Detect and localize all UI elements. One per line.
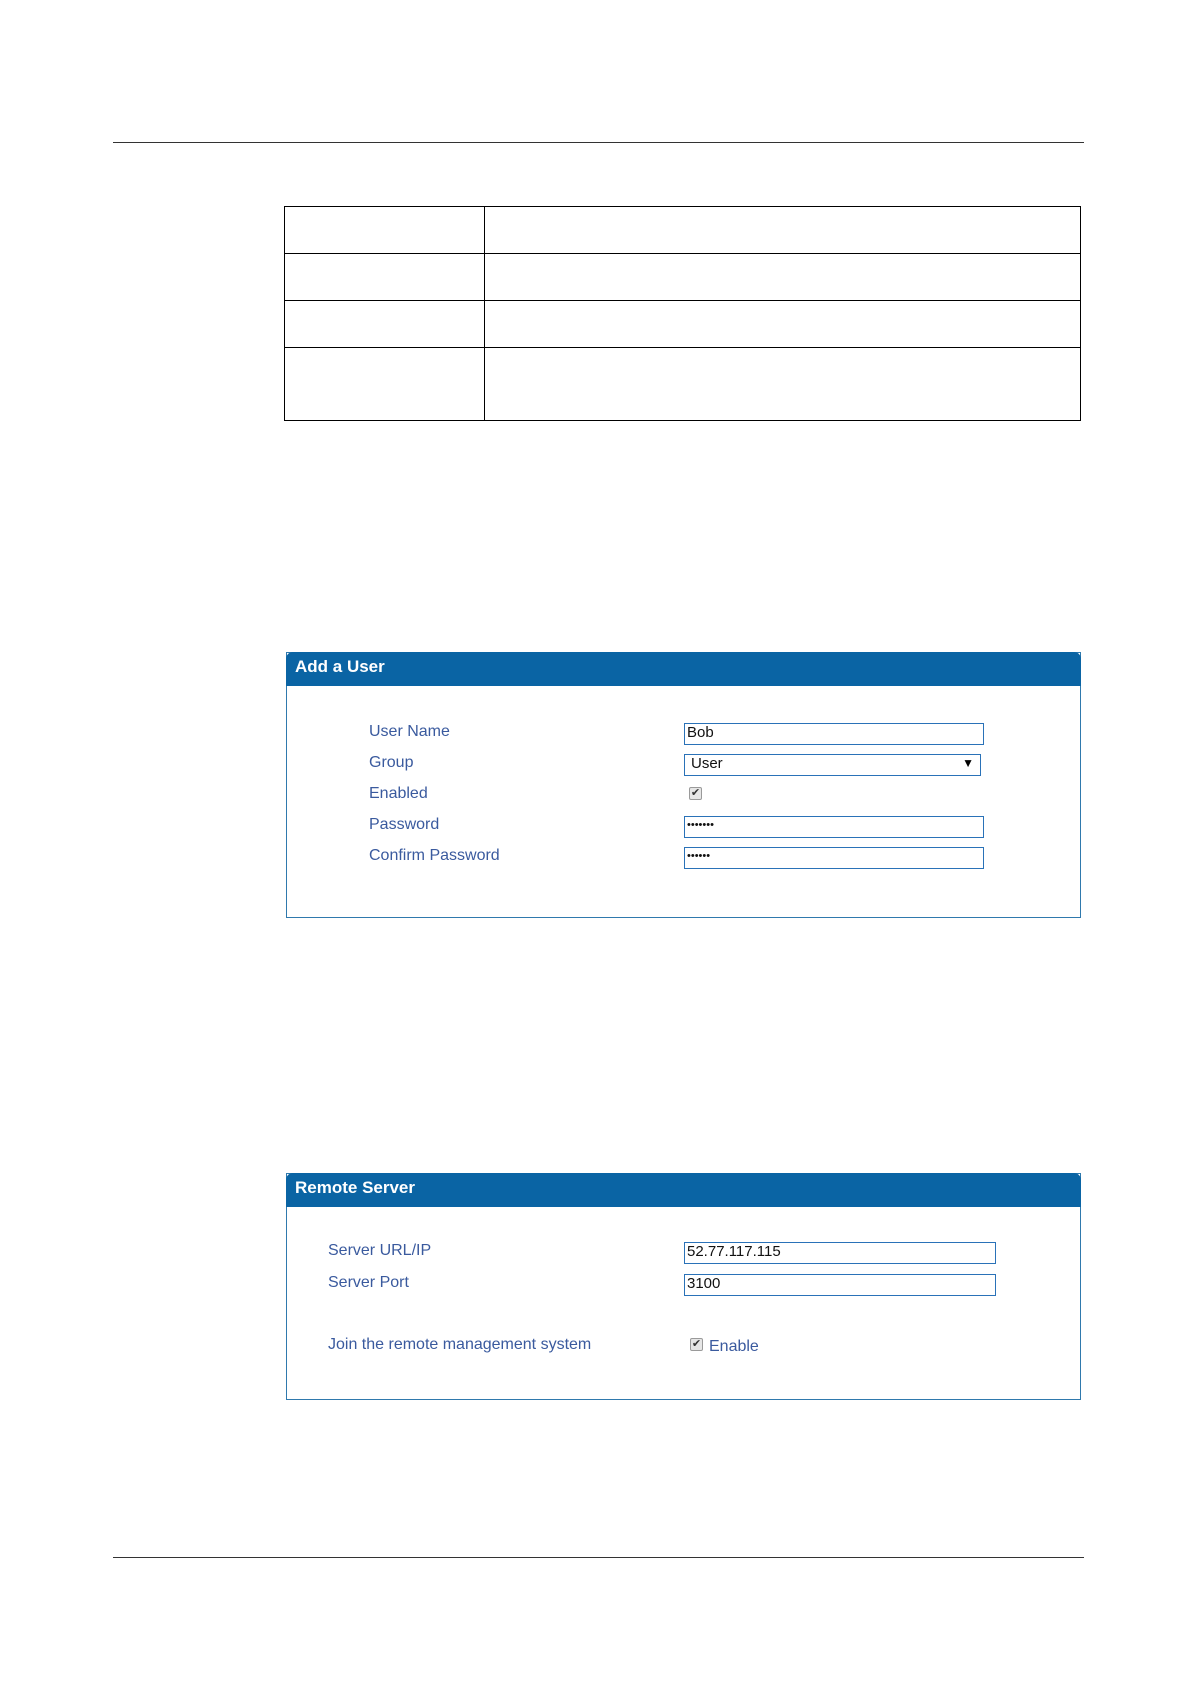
user-name-input[interactable]: Bob bbox=[684, 723, 984, 745]
group-label: Group bbox=[369, 754, 414, 771]
footer-rule bbox=[113, 1557, 1084, 1558]
enabled-label: Enabled bbox=[369, 785, 428, 802]
add-user-panel bbox=[286, 652, 1081, 918]
table-cell bbox=[485, 348, 1081, 421]
server-url-label: Server URL/IP bbox=[328, 1242, 432, 1259]
confirm-password-label: Confirm Password bbox=[369, 847, 500, 864]
server-port-input[interactable]: 3100 bbox=[684, 1274, 996, 1296]
server-port-label: Server Port bbox=[328, 1274, 409, 1291]
password-input[interactable]: ••••••• bbox=[684, 816, 984, 838]
enabled-checkbox[interactable] bbox=[689, 787, 702, 800]
server-url-input[interactable]: 52.77.117.115 bbox=[684, 1242, 996, 1264]
table-cell bbox=[285, 348, 485, 421]
table-cell bbox=[285, 207, 485, 254]
remote-server-panel-title: Remote Server bbox=[286, 1173, 1081, 1207]
checkmark-icon: ✔ bbox=[691, 1338, 702, 1350]
table-row bbox=[285, 207, 1081, 254]
join-remote-checkbox[interactable] bbox=[690, 1338, 703, 1351]
password-label: Password bbox=[369, 816, 440, 833]
checkmark-icon: ✔ bbox=[690, 787, 701, 799]
table-cell bbox=[485, 301, 1081, 348]
remote-server-panel bbox=[286, 1173, 1081, 1400]
add-user-panel-title: Add a User bbox=[286, 652, 1081, 686]
header-rule bbox=[113, 142, 1084, 143]
user-name-label: User Name bbox=[369, 723, 450, 740]
group-select-value: User bbox=[691, 755, 723, 772]
table-row bbox=[285, 348, 1081, 421]
table-cell bbox=[285, 301, 485, 348]
table-row bbox=[285, 301, 1081, 348]
table-cell bbox=[485, 207, 1081, 254]
table-cell bbox=[485, 254, 1081, 301]
join-remote-label: Join the remote management system bbox=[328, 1336, 592, 1353]
table-row bbox=[285, 254, 1081, 301]
confirm-password-input[interactable]: •••••• bbox=[684, 847, 984, 869]
chevron-down-icon: ▼ bbox=[962, 756, 974, 770]
enable-label: Enable bbox=[709, 1338, 759, 1355]
table-cell bbox=[285, 254, 485, 301]
empty-table bbox=[284, 206, 1081, 421]
group-select[interactable] bbox=[684, 754, 981, 776]
